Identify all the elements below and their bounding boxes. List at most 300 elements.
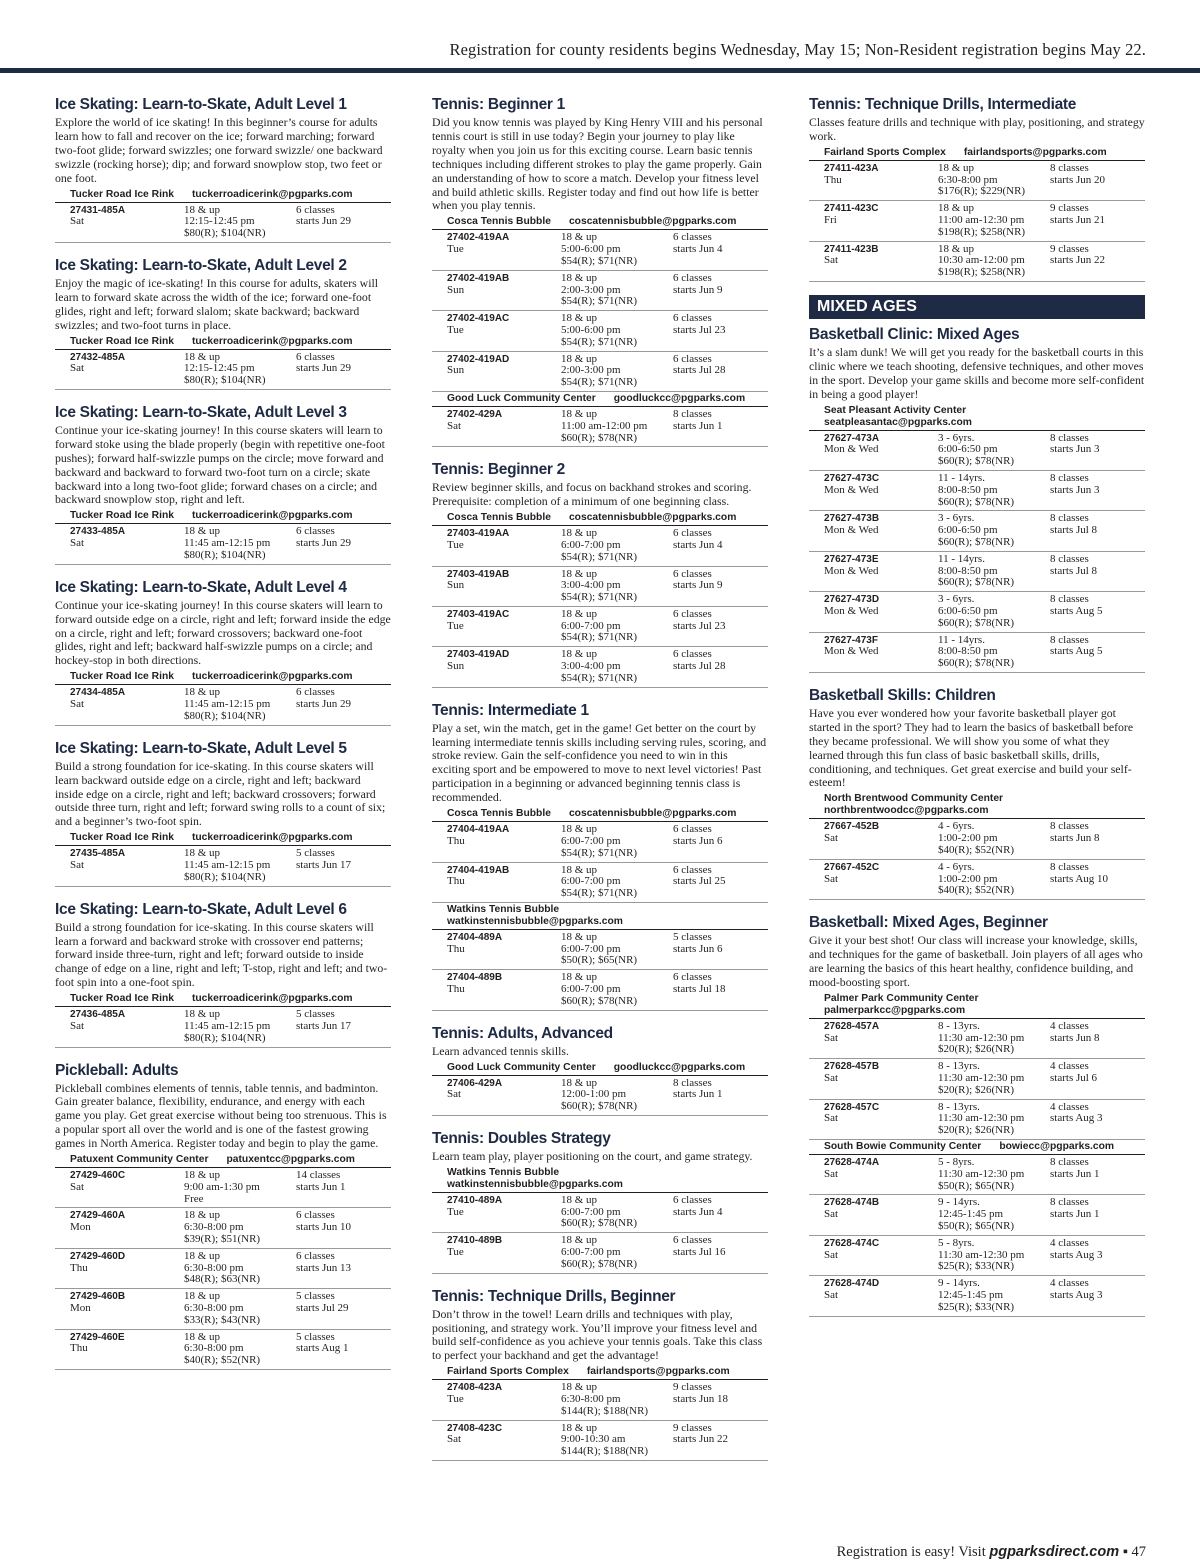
location-email[interactable]: coscatennisbubble@pgparks.com — [568, 216, 737, 228]
session-count-cell — [673, 824, 768, 859]
course-description: Give it your best shot! Our class will increase your knowledge, skills, and techniques for the game of basketball. Join players of all ages who are learning the basics of this heart healthy, confidence building, and mood-boosting sport. — [809, 933, 1143, 989]
location-header — [432, 807, 768, 822]
session-day: Tue — [447, 243, 464, 256]
session-code-cell — [70, 205, 184, 240]
session-start: starts Jul 25 — [673, 875, 726, 888]
session-start: starts Jun 1 — [1050, 1167, 1100, 1180]
location-header — [809, 404, 1145, 431]
session-count: 6 classes — [673, 527, 712, 540]
location-email[interactable]: watkinstennisbubble@pgparks.com — [447, 1178, 623, 1190]
session-age: 3 - 6yrs. — [938, 593, 975, 606]
session-row[interactable] — [55, 524, 391, 564]
session-code-cell — [824, 163, 938, 198]
session-row[interactable] — [432, 526, 768, 566]
session-detail-cell — [184, 526, 296, 561]
session-day: Sat — [824, 872, 839, 885]
session-row[interactable] — [55, 1249, 391, 1289]
course-title: Ice Skating: Learn-to-Skate, Adult Level 3 — [55, 403, 347, 421]
location-email[interactable]: goodluckcc@pgparks.com — [613, 392, 746, 404]
session-day: Mon — [70, 1221, 91, 1234]
course-title: Ice Skating: Learn-to-Skate, Adult Level 2 — [55, 256, 347, 274]
session-count: 6 classes — [673, 607, 712, 620]
session-age: 18 & up — [561, 231, 598, 244]
session-count-cell — [1050, 513, 1145, 548]
session-day: Sun — [447, 364, 465, 377]
location-name: Tucker Road Ice Rink — [70, 188, 174, 200]
session-row[interactable] — [55, 1208, 391, 1248]
session-time: 2:00-3:00 pm — [561, 283, 621, 296]
column-2 — [432, 95, 768, 1474]
session-row[interactable] — [809, 592, 1145, 632]
session-code: 27402-429A — [447, 408, 503, 420]
session-time: 8:00-8:50 pm — [938, 564, 998, 577]
session-age: 8 - 13yrs. — [938, 1100, 980, 1113]
location-email[interactable]: tuckerroadicerink@pgparks.com — [191, 993, 353, 1005]
session-count: 6 classes — [296, 1209, 335, 1222]
location-email[interactable]: tuckerroadicerink@pgparks.com — [191, 671, 353, 683]
session-age: 4 - 6yrs. — [938, 860, 975, 873]
session-age: 18 & up — [561, 407, 598, 420]
location-header — [809, 992, 1145, 1019]
session-row[interactable] — [809, 1059, 1145, 1099]
session-count: 6 classes — [673, 271, 712, 284]
session-count: 5 classes — [296, 847, 335, 860]
session-day: Mon & Wed — [824, 443, 879, 456]
session-code-cell — [447, 1235, 561, 1270]
session-fee: $60(R); $78(NR) — [938, 616, 1015, 629]
location-email[interactable]: watkinstennisbubble@pgparks.com — [447, 915, 623, 927]
session-time: 6:00-7:00 pm — [561, 1205, 621, 1218]
session-count-cell — [296, 1251, 391, 1286]
session-age: 18 & up — [561, 1421, 598, 1434]
session-detail-cell — [184, 1170, 296, 1205]
session-code: 27429-460E — [70, 1331, 125, 1343]
session-row[interactable] — [55, 203, 391, 243]
session-fee: $60(R); $78(NR) — [938, 455, 1015, 468]
session-time: 11:30 am-12:30 pm — [938, 1071, 1025, 1084]
location-header — [432, 392, 768, 407]
location-name: North Brentwood Community Center — [824, 793, 1004, 805]
session-row[interactable] — [432, 1233, 768, 1273]
session-row[interactable] — [809, 819, 1145, 859]
session-row[interactable] — [809, 1100, 1145, 1140]
course-block — [432, 1024, 768, 1116]
session-detail-cell — [184, 352, 296, 387]
session-row[interactable] — [809, 471, 1145, 511]
session-row[interactable] — [55, 846, 391, 886]
session-detail-cell — [938, 1197, 1050, 1232]
session-row[interactable] — [432, 271, 768, 311]
session-day: Sun — [447, 660, 465, 673]
session-row[interactable] — [432, 1421, 768, 1461]
session-code: 27411-423C — [824, 203, 879, 215]
session-fee: Free — [184, 1192, 204, 1205]
session-start: starts Jun 4 — [673, 243, 723, 256]
session-detail-cell — [938, 1102, 1050, 1137]
session-fee: $80(R); $104(NR) — [184, 227, 266, 240]
session-detail-cell — [184, 1210, 296, 1245]
session-code-cell — [447, 932, 561, 967]
footer-text: Registration is easy! Visit — [836, 1544, 990, 1560]
session-start: starts Aug 1 — [296, 1342, 349, 1355]
session-code: 27403-419AB — [447, 568, 510, 580]
session-start: starts Jun 29 — [296, 537, 351, 550]
session-code-cell — [70, 1009, 184, 1044]
session-code: 27402-419AC — [447, 313, 510, 325]
session-detail-cell — [561, 865, 673, 900]
session-row[interactable] — [809, 511, 1145, 551]
session-detail-cell — [561, 1382, 673, 1417]
session-detail-cell — [561, 649, 673, 684]
session-age: 9 - 14yrs. — [938, 1196, 980, 1209]
session-code-cell — [824, 862, 938, 897]
session-detail-cell — [561, 1195, 673, 1230]
session-count: 14 classes — [296, 1169, 341, 1182]
session-row[interactable] — [809, 242, 1145, 282]
session-age: 18 & up — [184, 686, 221, 699]
session-time: 11:30 am-12:30 pm — [938, 1031, 1025, 1044]
session-fee: $80(R); $104(NR) — [184, 548, 266, 561]
session-start: starts Jul 28 — [673, 364, 726, 377]
session-detail-cell — [184, 1009, 296, 1044]
location-name: Palmer Park Community Center — [824, 992, 979, 1004]
session-age: 11 - 14yrs. — [938, 633, 985, 646]
session-row[interactable] — [432, 647, 768, 687]
course-description: Don’t throw in the towel! Learn drills and techniques with play, positioning, and strategy work. You’ll improve your fitness level and build self-confidence as you achieve your tennis goals. Take this class to perfect your backhand and get the advantage! — [432, 1306, 763, 1363]
session-time: 6:00-7:00 pm — [561, 875, 621, 888]
session-fee: $54(R); $71(NR) — [561, 591, 638, 604]
course-description: Classes feature drills and technique with play, positioning, and strategy work. — [809, 115, 1145, 143]
session-age: 5 - 8yrs. — [938, 1236, 975, 1249]
session-row[interactable] — [432, 407, 768, 447]
session-time: 6:30-8:00 pm — [184, 1221, 244, 1234]
session-row[interactable] — [809, 1155, 1145, 1195]
course-description: Continue your ice-skating journey! In this course skaters will learn to forward outside edge on a circle, right and left; forward inside the edge on a circle, right and left; forward crossovers; backward one-foot glides, right and left; backward half-swizzle pumps on a circle; and hockey-stop in both directions. — [55, 597, 391, 668]
session-count: 8 classes — [1050, 1155, 1089, 1168]
session-fee: $60(R); $78(NR) — [561, 1217, 638, 1230]
column-3 — [809, 95, 1145, 1330]
session-day: Mon & Wed — [824, 645, 879, 658]
session-row[interactable] — [55, 1330, 391, 1370]
session-code: 27429-460C — [70, 1170, 126, 1182]
session-code: 27403-419AD — [447, 649, 510, 661]
session-code: 27628-474B — [824, 1197, 880, 1209]
location-email[interactable]: patuxentcc@pgparks.com — [226, 1154, 355, 1166]
session-start: starts Jul 16 — [673, 1246, 726, 1259]
session-fee: $176(R); $229(NR) — [938, 185, 1026, 198]
session-row[interactable] — [432, 230, 768, 270]
session-start: starts Jun 20 — [1050, 173, 1105, 186]
session-code: 27628-474D — [824, 1278, 880, 1290]
course-block — [432, 701, 768, 1011]
footer-separator: ▪ — [1119, 1544, 1132, 1560]
location-name: Tucker Road Ice Rink — [70, 510, 174, 522]
session-start: starts Jul 8 — [1050, 524, 1098, 537]
session-count: 8 classes — [1050, 512, 1089, 525]
course-description: Did you know tennis was played by King Henry VIII and his personal tennis court is still in use today? Begin your journey to play like royalty when you join us for this exciting course. Learn basic tennis techniques including different strokes to play the game properly. Gain an understanding of how to score a match. Develop your fitness level and build athletic skills. Register today and find out how life is better when you play tennis. — [432, 115, 763, 213]
session-time: 11:00 am-12:00 pm — [561, 419, 648, 432]
session-code: 27410-489A — [447, 1194, 503, 1206]
session-age: 3 - 6yrs. — [938, 512, 975, 525]
session-age: 18 & up — [561, 607, 598, 620]
session-day: Thu — [447, 983, 465, 996]
session-detail-cell — [938, 163, 1050, 198]
location-email[interactable]: coscatennisbubble@pgparks.com — [568, 808, 737, 820]
location-name: South Bowie Community Center — [824, 1140, 982, 1152]
session-count-cell — [673, 232, 768, 267]
session-start: starts Jun 21 — [1050, 214, 1105, 226]
session-count-cell — [1050, 821, 1145, 856]
session-row[interactable] — [432, 1193, 768, 1233]
session-code-cell — [447, 1078, 561, 1113]
session-fee: $54(R); $71(NR) — [561, 550, 638, 563]
session-row[interactable] — [809, 161, 1145, 201]
session-detail-cell — [938, 1061, 1050, 1096]
session-count: 8 classes — [1050, 860, 1089, 873]
session-count-cell — [296, 1170, 391, 1205]
session-row[interactable] — [809, 860, 1145, 900]
session-count: 6 classes — [673, 567, 712, 580]
session-day: Tue — [447, 538, 464, 551]
session-fee: $48(R); $63(NR) — [184, 1273, 261, 1286]
session-age: 18 & up — [561, 352, 598, 365]
session-detail-cell — [938, 1278, 1050, 1313]
session-fee: $25(R); $33(NR) — [938, 1260, 1015, 1273]
session-code-cell — [70, 526, 184, 561]
session-detail-cell — [184, 848, 296, 883]
location-email[interactable]: tuckerroadicerink@pgparks.com — [191, 510, 353, 522]
location-header — [809, 792, 1145, 819]
session-row[interactable] — [809, 201, 1145, 241]
session-day: Sat — [70, 215, 85, 228]
course-title: Tennis: Intermediate 1 — [432, 701, 589, 719]
session-code-cell — [70, 1332, 184, 1367]
footer-site-link[interactable]: pgparksdirect.com — [989, 1544, 1120, 1560]
location-header — [432, 1061, 768, 1076]
location-email[interactable]: palmerparkcc@pgparks.com — [824, 1004, 966, 1016]
session-fee: $20(R); $26(NR) — [938, 1043, 1015, 1056]
course-title: Tennis: Doubles Strategy — [432, 1129, 611, 1147]
session-code-cell — [70, 1291, 184, 1326]
session-count-cell — [1050, 1157, 1145, 1192]
session-fee: $60(R); $78(NR) — [561, 1100, 638, 1113]
course-block — [809, 95, 1145, 282]
location-email[interactable]: seatpleasantac@pgparks.com — [824, 416, 972, 428]
location-email[interactable]: tuckerroadicerink@pgparks.com — [191, 832, 353, 844]
session-code: 27403-419AA — [447, 528, 510, 540]
session-code-cell — [447, 409, 561, 444]
course-description: Continue your ice-skating journey! In this course skaters will learn to forward stoke using the blade properly (begin with repetitive one-foot pushes); forward half-swizzle pumps on the circle; move forward and backward and backward to forward two-foot turn on a circle; skate backward into a long two-foot glide; forward chases on a circle; and backward snowplow stop, right and left. — [55, 422, 385, 507]
course-description: Build a strong foundation for ice-skating. In this course skaters will learn a forward and backward stroke with crossover end patterns; forward inside three-turn, right and left; forward outside to inside change of edge on a line, right and left; T-stop, right and left; and two-foot spin into a one-foot spin. — [55, 919, 388, 990]
session-day: Sat — [70, 859, 85, 872]
session-age: 18 & up — [938, 242, 975, 255]
session-code-cell — [447, 569, 561, 604]
session-code: 27628-457B — [824, 1061, 880, 1073]
course-title: Pickleball: Adults — [55, 1061, 179, 1079]
session-row[interactable] — [432, 930, 768, 970]
session-row[interactable] — [432, 567, 768, 607]
session-fee: $39(R); $51(NR) — [184, 1233, 261, 1246]
session-row[interactable] — [55, 350, 391, 390]
location-name: Tucker Road Ice Rink — [70, 671, 174, 683]
session-detail-cell — [561, 232, 673, 267]
session-detail-cell — [184, 687, 296, 722]
session-day: Sat — [824, 1167, 839, 1180]
location-name: Watkins Tennis Bubble — [447, 903, 560, 915]
course-description: It’s a slam dunk! We will get you ready for the basketball courts in this clinic where we teach shooting, defensive techniques, and other moves in the sport. Develop your game skills and become more self-confident in being a good player! — [809, 344, 1145, 401]
session-start: starts Jun 4 — [673, 538, 723, 551]
location-header — [55, 670, 391, 685]
section-banner: MIXED AGES — [809, 295, 1145, 319]
session-day: Sat — [824, 254, 839, 267]
session-count: 5 classes — [296, 1290, 335, 1303]
session-row[interactable] — [432, 607, 768, 647]
session-code: 27628-457A — [824, 1020, 880, 1032]
session-count: 6 classes — [673, 1234, 712, 1247]
session-code-cell — [70, 1170, 184, 1205]
location-email[interactable]: northbrentwoodcc@pgparks.com — [824, 805, 989, 817]
session-count-cell — [296, 1009, 391, 1044]
session-time: 6:30-8:00 pm — [184, 1342, 244, 1355]
session-count-cell — [673, 528, 768, 563]
session-count: 6 classes — [296, 525, 335, 538]
session-row[interactable] — [432, 311, 768, 351]
session-code: 27404-489B — [447, 972, 503, 984]
session-row[interactable] — [432, 970, 768, 1010]
session-row[interactable] — [55, 1168, 391, 1208]
session-start: starts Jun 1 — [296, 1180, 346, 1193]
session-fee: $40(R); $52(NR) — [938, 884, 1015, 897]
session-day: Sat — [824, 1031, 839, 1044]
session-age: 18 & up — [184, 1290, 221, 1303]
session-age: 18 & up — [184, 1008, 221, 1021]
session-fee: $20(R); $26(NR) — [938, 1124, 1015, 1137]
session-start: starts Jun 17 — [296, 859, 351, 872]
session-time: 6:00-7:00 pm — [561, 983, 621, 996]
location-email[interactable]: goodluckcc@pgparks.com — [613, 1061, 746, 1073]
session-count: 6 classes — [673, 1193, 712, 1206]
session-code-cell — [70, 352, 184, 387]
course-block — [55, 1061, 391, 1370]
session-fee: $60(R); $78(NR) — [561, 431, 638, 444]
location-email[interactable]: tuckerroadicerink@pgparks.com — [191, 335, 353, 347]
session-day: Tue — [447, 1205, 464, 1218]
session-row[interactable] — [809, 552, 1145, 592]
session-time: 12:15-12:45 pm — [184, 215, 255, 228]
course-title: Basketball Clinic: Mixed Ages — [809, 325, 1020, 343]
session-count: 4 classes — [1050, 1100, 1089, 1113]
session-row[interactable] — [432, 863, 768, 903]
session-row[interactable] — [55, 1289, 391, 1329]
session-start: starts Jun 8 — [1050, 832, 1100, 845]
session-count: 9 classes — [1050, 242, 1089, 255]
session-start: starts Jul 29 — [296, 1302, 349, 1315]
session-count: 8 classes — [1050, 161, 1089, 174]
session-day: Sat — [824, 1071, 839, 1084]
session-row[interactable] — [432, 822, 768, 862]
session-age: 18 & up — [561, 312, 598, 325]
session-code-cell — [824, 513, 938, 548]
session-age: 18 & up — [938, 161, 975, 174]
session-count-cell — [1050, 473, 1145, 508]
course-description: Learn advanced tennis skills. — [432, 1043, 569, 1058]
session-row[interactable] — [809, 431, 1145, 471]
session-day: Tue — [447, 1246, 464, 1259]
session-row[interactable] — [809, 1276, 1145, 1316]
session-day: Sun — [447, 283, 465, 296]
session-fee: $80(R); $104(NR) — [184, 1031, 266, 1044]
session-time: 6:30-8:00 pm — [184, 1261, 244, 1274]
session-row[interactable] — [55, 685, 391, 725]
session-age: 18 & up — [561, 930, 598, 943]
location-name: Tucker Road Ice Rink — [70, 993, 174, 1005]
session-day: Thu — [447, 834, 465, 847]
session-day: Mon — [70, 1302, 91, 1315]
session-day: Sat — [824, 1112, 839, 1125]
session-code: 27667-452C — [824, 861, 880, 873]
session-count-cell — [673, 972, 768, 1007]
session-age: 18 & up — [561, 567, 598, 580]
session-day: Thu — [447, 875, 465, 888]
session-code: 27627-473D — [824, 594, 880, 606]
session-count: 6 classes — [296, 1249, 335, 1262]
session-day: Thu — [447, 942, 465, 955]
session-code-cell — [824, 594, 938, 629]
session-age: 4 - 6yrs. — [938, 820, 975, 833]
session-code: 27627-473E — [824, 553, 879, 565]
session-count-cell — [1050, 554, 1145, 589]
session-row[interactable] — [432, 1380, 768, 1420]
session-count-cell — [296, 205, 391, 240]
location-email[interactable]: bowiecc@pgparks.com — [999, 1140, 1115, 1152]
session-code-cell — [824, 635, 938, 670]
location-email[interactable]: tuckerroadicerink@pgparks.com — [191, 188, 353, 200]
location-email[interactable]: fairlandsports@pgparks.com — [586, 1366, 730, 1378]
course-description: Enjoy the magic of ice-skating! In this course for adults, skaters will learn to forward skate across the width of the ice; forward one-foot glides, right and left; forward slalom; skate backward; backward swizzles; and two-foot turns in place. — [55, 275, 379, 332]
session-row[interactable] — [809, 1019, 1145, 1059]
location-email[interactable]: coscatennisbubble@pgparks.com — [568, 512, 737, 524]
session-row[interactable] — [432, 352, 768, 392]
session-fee: $50(R); $65(NR) — [561, 954, 638, 967]
session-age: 5 - 8yrs. — [938, 1155, 975, 1168]
session-row[interactable] — [809, 633, 1145, 673]
session-code-cell — [824, 203, 938, 238]
session-row[interactable] — [809, 1236, 1145, 1276]
session-fee: $33(R); $43(NR) — [184, 1313, 261, 1326]
session-row[interactable] — [55, 1007, 391, 1047]
session-start: starts Jun 6 — [673, 834, 723, 847]
session-row[interactable] — [809, 1195, 1145, 1235]
session-start: starts Jun 10 — [296, 1221, 351, 1234]
session-count-cell — [1050, 163, 1145, 198]
session-code: 27436-485A — [70, 1009, 126, 1021]
location-header — [55, 509, 391, 524]
session-day: Thu — [70, 1261, 88, 1274]
session-detail-cell — [938, 203, 1050, 238]
location-name: Good Luck Community Center — [447, 1061, 596, 1073]
location-header — [809, 146, 1145, 161]
session-count: 6 classes — [296, 686, 335, 699]
session-detail-cell — [938, 594, 1050, 629]
location-email[interactable]: fairlandsports@pgparks.com — [963, 146, 1107, 158]
location-header — [432, 511, 768, 526]
session-code: 27435-485A — [70, 848, 126, 860]
session-time: 12:45-1:45 pm — [938, 1288, 1004, 1301]
session-detail-cell — [938, 473, 1050, 508]
session-time: 3:00-4:00 pm — [561, 660, 621, 673]
session-start: starts Jun 1 — [673, 419, 723, 432]
session-row[interactable] — [432, 1076, 768, 1116]
